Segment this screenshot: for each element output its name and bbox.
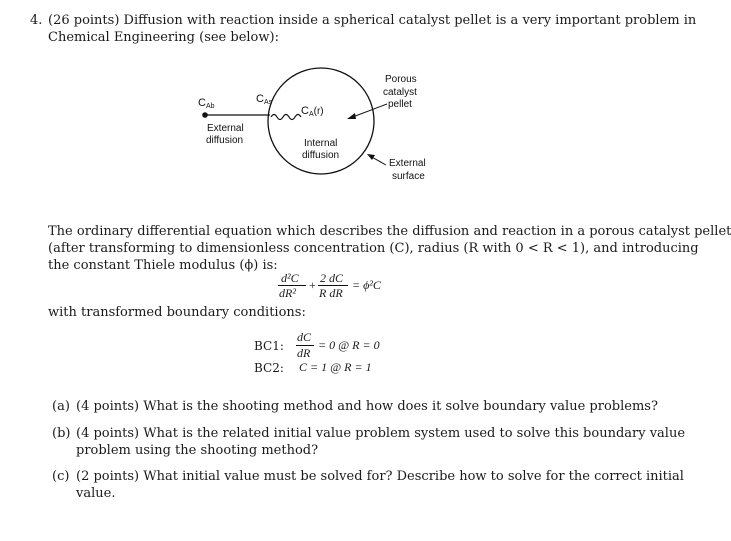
bc1-label: BC1: [254,339,284,353]
problem-number: 4. [30,13,43,28]
ode-text-line-2: (after transforming to dimensionless concentration (C), radius (R with 0 < R < 1), and introducing [48,241,699,256]
question-b-label: (b) [52,426,71,441]
question-c-label: (c) [52,469,70,484]
porous-label-1: Porous [385,74,417,85]
external-diffusion-label-2: diffusion [206,135,244,146]
external-surface-label-1: External [389,158,426,169]
question-c-text-1: (2 points) What initial value must be solved for? Describe how to solve for the correct initial [76,469,684,484]
eq-frac1-numerator: d²C [281,271,299,285]
bc1-condition: = 0 @ R = 0 [318,338,380,352]
question-a-label: (a) [52,399,70,414]
ode-text-line-3: the constant Thiele modulus (ϕ) is: [48,258,278,273]
bc2-label: BC2: [254,361,284,375]
c-a-r-label: CA(r) [301,105,324,118]
bc1-denominator: dR [297,346,311,360]
question-a-text: (4 points) What is the shooting method and how does it solve boundary value problems? [76,399,658,414]
question-b-text-1: (4 points) What is the related initial value problem system used to solve this boundary value [76,426,686,441]
problem-header-line-2: Chemical Engineering (see below): [48,30,279,45]
eq-frac1-denominator: dR² [279,286,296,300]
bc1-numerator: dC [297,330,312,344]
eq-frac2-denominator: R dR [319,286,343,300]
c-as-label: CAs [256,93,273,106]
bc2-condition: C = 1 @ R = 1 [299,360,372,374]
external-diffusion-label-1: External [207,123,244,134]
porous-pointer-line [350,104,387,118]
eq-rhs: = ϕ²C [352,278,381,292]
c-ab-label: CAb [198,97,215,110]
bulk-concentration-dot [202,112,208,118]
eq-plus: + [309,278,316,292]
porous-pointer-arrowhead [347,113,356,119]
bc-intro: with transformed boundary conditions: [48,305,306,320]
internal-diffusion-label-1: Internal [304,138,338,149]
porous-label-3: pellet [388,99,412,110]
ode-text-line-1: The ordinary differential equation which describes the diffusion and reaction in a porous catalyst pellet [48,224,731,239]
internal-diffusion-wave [271,115,301,120]
eq-frac2-numerator: 2 dC [320,271,344,285]
internal-diffusion-label-2: diffusion [302,150,340,161]
question-c-text-2: value. [76,486,116,501]
question-b-text-2: problem using the shooting method? [76,443,319,458]
porous-label-2: catalyst [383,87,417,98]
problem-header-line-1: (26 points) Diffusion with reaction inside a spherical catalyst pellet is a very important problem in [48,13,697,28]
surface-pointer-arrowhead [367,154,375,160]
external-surface-label-2: surface [392,171,425,182]
